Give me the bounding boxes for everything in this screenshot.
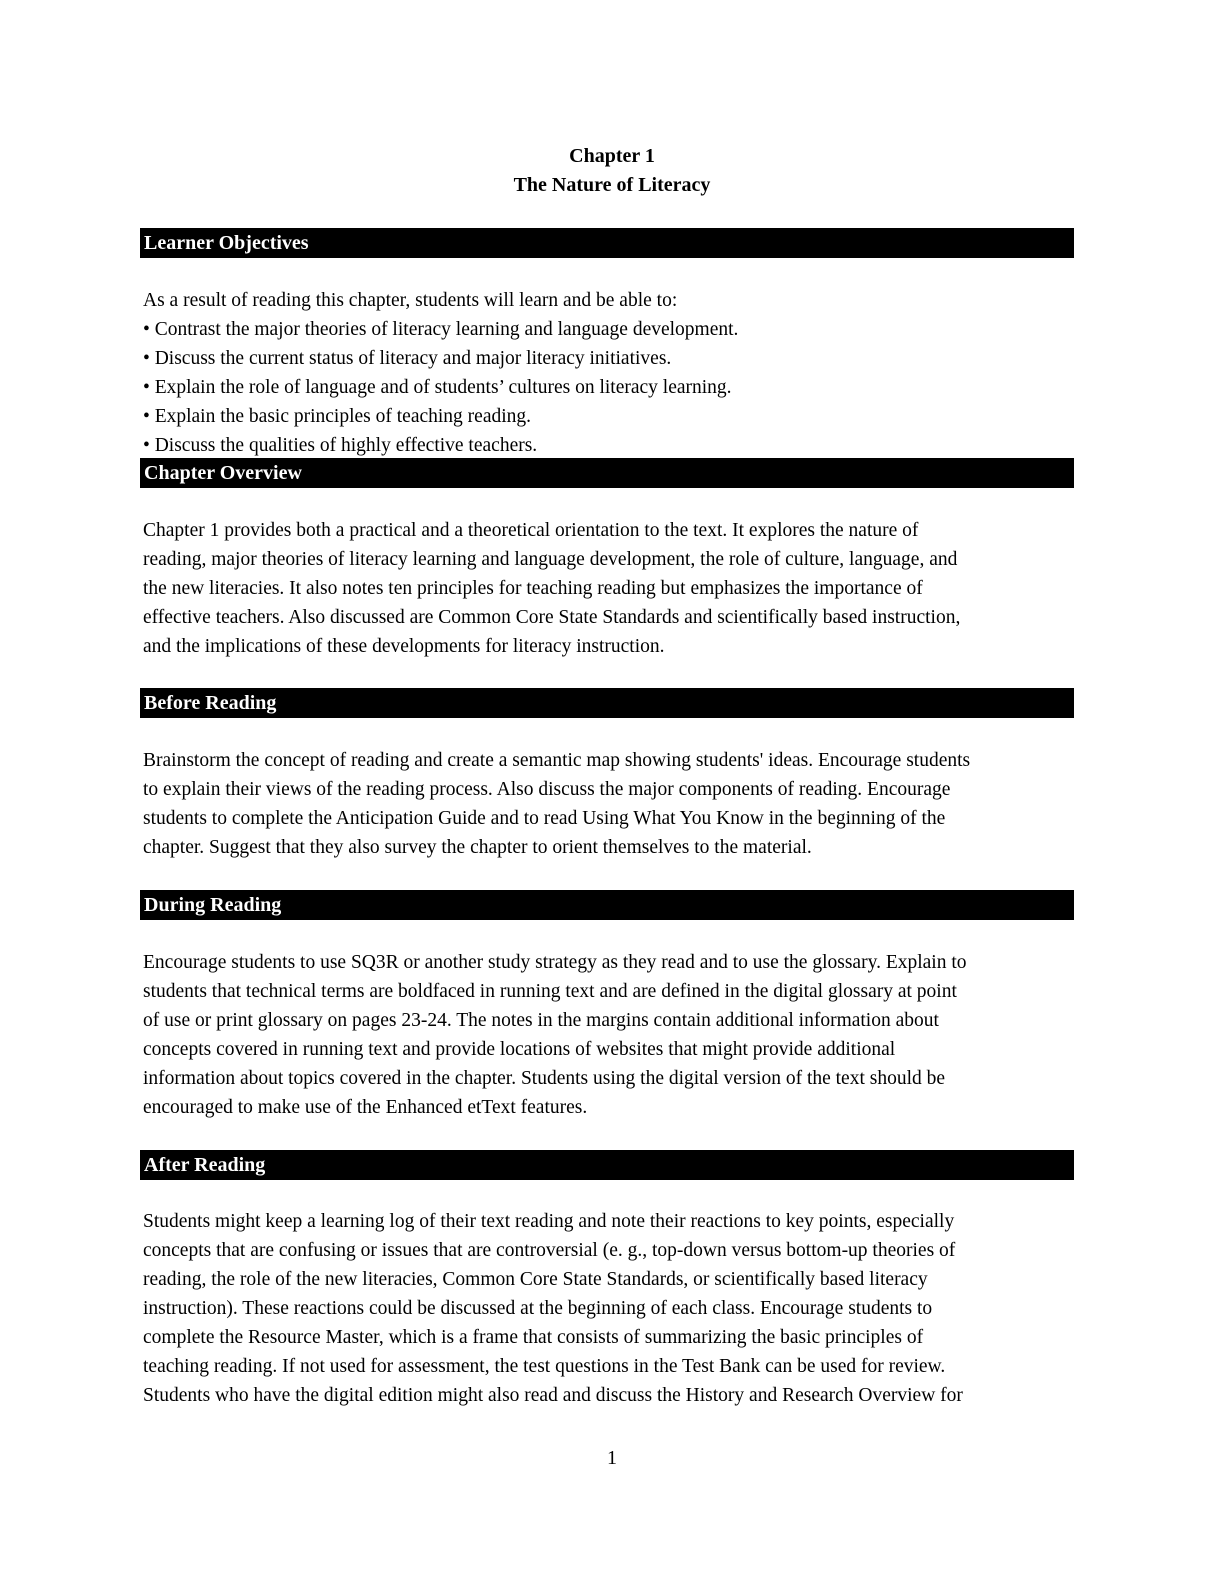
paragraph-line: encouraged to make use of the Enhanced etText features. xyxy=(143,1097,588,1118)
page-number: 1 xyxy=(607,1447,617,1469)
paragraph-line: effective teachers. Also discussed are Common Core State Standards and scientifically based instruction, xyxy=(143,607,961,628)
paragraph-line: instruction). These reactions could be discussed at the beginning of each class. Encourage students to xyxy=(143,1298,933,1319)
paragraph-line: Encourage students to use SQ3R or another study strategy as they read and to use the glossary. Explain to xyxy=(143,952,967,973)
before-reading-body xyxy=(143,746,1078,862)
chapter-overview-body xyxy=(143,516,1078,661)
during-reading-heading: During Reading xyxy=(140,890,1074,920)
paragraph-line: concepts covered in running text and provide locations of websites that might provide additional xyxy=(143,1039,896,1060)
objective-bullet: • Explain the basic principles of teaching reading. xyxy=(143,406,532,427)
learner-objectives-body xyxy=(143,286,1078,460)
objective-bullet: • Explain the role of language and of students’ cultures on literacy learning. xyxy=(143,377,732,398)
paragraph-line: information about topics covered in the chapter. Students using the digital version of the text should be xyxy=(143,1068,946,1089)
after-reading-body xyxy=(143,1207,1078,1410)
paragraph-line: teaching reading. If not used for assessment, the test questions in the Test Bank can be used for review. xyxy=(143,1356,946,1377)
paragraph-line: reading, major theories of literacy learning and language development, the role of culture, language, and xyxy=(143,549,958,570)
paragraph-line: to explain their views of the reading process. Also discuss the major components of reading. Encourage xyxy=(143,779,951,800)
paragraph-line: Students might keep a learning log of their text reading and note their reactions to key points, especially xyxy=(143,1211,955,1232)
objective-bullet: • Contrast the major theories of literacy learning and language development. xyxy=(143,319,739,340)
paragraph-line: the new literacies. It also notes ten principles for teaching reading but emphasizes the importance of xyxy=(143,578,923,599)
after-reading-heading: After Reading xyxy=(140,1150,1074,1180)
objective-bullet: • Discuss the qualities of highly effective teachers. xyxy=(143,435,538,456)
objective-bullet: • Discuss the current status of literacy and major literacy initiatives. xyxy=(143,348,672,369)
chapter-overview-heading: Chapter Overview xyxy=(140,458,1074,488)
paragraph-line: students that technical terms are boldfaced in running text and are defined in the digital glossary at point xyxy=(143,981,957,1002)
before-reading-heading: Before Reading xyxy=(140,688,1074,718)
paragraph-line: complete the Resource Master, which is a frame that consists of summarizing the basic principles of xyxy=(143,1327,924,1348)
paragraph-line: concepts that are confusing or issues that are controversial (e. g., top-down versus bottom-up theories of xyxy=(143,1240,956,1261)
paragraph-line: reading, the role of the new literacies, Common Core State Standards, or scientifically based literacy xyxy=(143,1269,928,1290)
during-reading-body xyxy=(143,948,1078,1122)
learner-objectives-heading: Learner Objectives xyxy=(140,228,1074,258)
chapter-header xyxy=(0,142,1224,200)
objectives-intro: As a result of reading this chapter, students will learn and be able to: xyxy=(143,290,678,311)
paragraph-line: Chapter 1 provides both a practical and a theoretical orientation to the text. It explores the nature of xyxy=(143,520,919,541)
paragraph-line: students to complete the Anticipation Guide and to read Using What You Know in the beginning of the xyxy=(143,808,946,829)
paragraph-line: Students who have the digital edition might also read and discuss the History and Research Overview for xyxy=(143,1385,963,1406)
chapter-label: Chapter 1 xyxy=(569,145,655,167)
chapter-title: The Nature of Literacy xyxy=(513,174,711,196)
paragraph-line: of use or print glossary on pages 23-24. The notes in the margins contain additional information about xyxy=(143,1010,939,1031)
paragraph-line: chapter. Suggest that they also survey the chapter to orient themselves to the material. xyxy=(143,837,812,858)
paragraph-line: and the implications of these developments for literacy instruction. xyxy=(143,636,665,657)
paragraph-line: Brainstorm the concept of reading and create a semantic map showing students' ideas. Encourage students xyxy=(143,750,971,771)
